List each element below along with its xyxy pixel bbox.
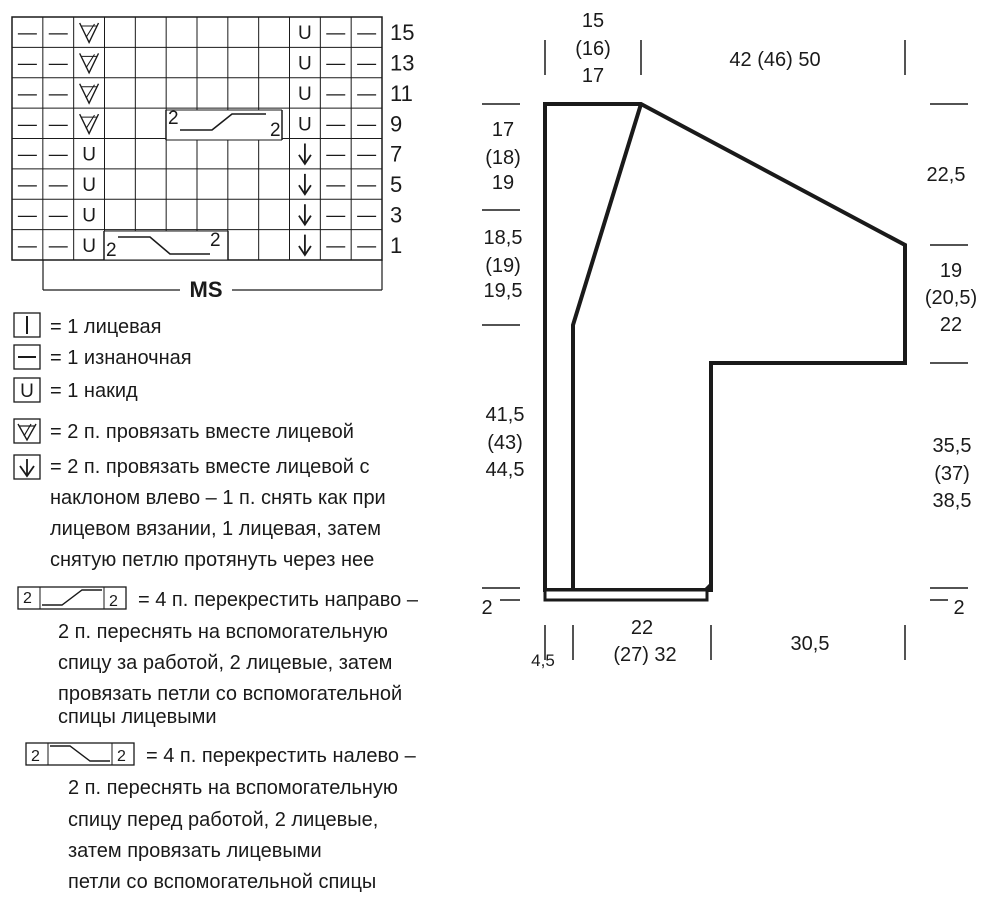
legend-purl-text: = 1 изнаночная: [50, 347, 192, 369]
dim-top-sleeve: 42 (46) 50: [729, 49, 821, 71]
purl-chart-cell: —: [48, 175, 68, 197]
legend-cable-right-line-2: 2 п. переснять на вспомогательную: [58, 621, 388, 643]
dim-left-upper-2: (18): [485, 147, 521, 169]
garment-schematic: [481, 10, 977, 670]
dim-left-edge: 2: [481, 597, 493, 619]
svg-text:U: U: [20, 381, 34, 402]
legend-cable-left-line-3: спицу перед работой, 2 лицевые,: [68, 809, 379, 831]
legend: [14, 313, 419, 893]
dim-left-upper-3: 19: [491, 172, 515, 194]
svg-text:2: 2: [117, 748, 126, 765]
cable-left-chart-symbol: [104, 230, 228, 261]
purl-chart-cell: —: [48, 53, 68, 75]
purl-chart-cell: —: [326, 83, 346, 105]
purl-chart-cell: —: [17, 235, 37, 257]
dim-top-neck-3: 17: [581, 65, 605, 87]
legend-cable-left-line-2: 2 п. переснять на вспомогательную: [68, 777, 398, 799]
dim-right-lower-3: 38,5: [932, 490, 972, 512]
purl-chart-cell: —: [357, 175, 377, 197]
legend-ssk-line-1: = 2 п. провязать вместе лицевой с: [50, 456, 370, 478]
purl-chart-cell: —: [326, 23, 346, 45]
legend-cable-right-line-1: = 4 п. перекрестить направо –: [138, 589, 418, 611]
dim-bottom-half: 4,5: [531, 651, 555, 670]
body-outline: [545, 104, 905, 590]
purl-chart-cell: —: [357, 114, 377, 136]
purl-chart-cell: —: [48, 23, 68, 45]
purl-chart-cell: —: [326, 144, 346, 166]
legend-cable-right-line-5: спицы лицевыми: [58, 706, 217, 728]
cable-left-num-a: 2: [106, 240, 117, 261]
purl-chart-cell: —: [326, 235, 346, 257]
dim-bottom-body-2: (27) 32: [613, 644, 677, 666]
ssk-symbol-icon: [14, 455, 40, 479]
yarn-over-chart-cell: U: [82, 175, 96, 197]
ms-label: MS: [189, 277, 223, 302]
purl-chart-cell: —: [17, 205, 37, 227]
cable-right-symbol-icon: [18, 587, 126, 610]
dim-left-lower-1: 41,5: [485, 404, 525, 426]
purl-symbol-icon: [14, 345, 40, 369]
row-number: 7: [390, 141, 403, 167]
legend-ssk-line-4: снятую петлю протянуть через нее: [50, 549, 375, 571]
yarn-over-chart-cell: U: [82, 205, 96, 227]
purl-chart-cell: —: [326, 205, 346, 227]
dim-left-mid-1: 18,5: [483, 227, 523, 249]
cable-right-num-a: 2: [168, 108, 179, 129]
legend-yarn-over-text: = 1 накид: [50, 380, 138, 402]
yarn-over-chart-cell: U: [298, 23, 312, 45]
row-number: 13: [390, 50, 415, 76]
yarn-over-chart-cell: U: [82, 144, 96, 166]
yarn-over-symbol-icon: [14, 378, 40, 402]
purl-chart-cell: —: [17, 83, 37, 105]
legend-cable-left-line-4: затем провязать лицевыми: [68, 840, 322, 862]
cable-right-chart-symbol: [166, 108, 282, 141]
purl-chart-cell: —: [357, 144, 377, 166]
row-number: 9: [390, 111, 403, 137]
legend-ssk-line-3: лицевом вязании, 1 лицевая, затем: [50, 518, 382, 540]
dim-right-edge: 2: [953, 597, 965, 619]
yarn-over-chart-cell: U: [82, 235, 96, 257]
k2tog-symbol-icon: [14, 419, 40, 443]
purl-chart-cell: —: [357, 23, 377, 45]
purl-chart-cell: —: [48, 144, 68, 166]
purl-chart-cell: —: [17, 23, 37, 45]
row-number: 1: [390, 232, 403, 258]
dim-right-upper: 22,5: [926, 164, 966, 186]
purl-chart-cell: —: [357, 205, 377, 227]
purl-chart-cell: —: [48, 205, 68, 227]
svg-text:2: 2: [109, 593, 118, 610]
cable-left-num-b: 2: [210, 230, 221, 251]
row-number: 15: [390, 20, 415, 46]
purl-chart-cell: —: [326, 114, 346, 136]
svg-text:2: 2: [31, 748, 40, 765]
purl-chart-cell: —: [48, 235, 68, 257]
legend-ssk-line-2: наклоном влево – 1 п. снять как при: [50, 487, 386, 509]
dim-right-mid-3: 22: [939, 314, 963, 336]
purl-chart-cell: —: [17, 175, 37, 197]
row-numbers: [390, 20, 414, 258]
row-number: 11: [390, 80, 413, 106]
purl-chart-cell: —: [326, 175, 346, 197]
cable-right-num-b: 2: [270, 120, 281, 141]
yarn-over-chart-cell: U: [298, 114, 312, 136]
dim-top-neck-1: 15: [581, 10, 605, 32]
purl-chart-cell: —: [357, 235, 377, 257]
legend-cable-right-line-3: спицу за работой, 2 лицевые, затем: [58, 652, 393, 674]
dim-left-mid-2: (19): [485, 255, 521, 277]
legend-cable-left-line-5: петли со вспомогательной спицы: [68, 871, 377, 893]
dim-right-lower-1: 35,5: [932, 435, 972, 457]
dim-right-lower-2: (37): [934, 463, 970, 485]
purl-chart-cell: —: [357, 53, 377, 75]
dim-right-mid-1: 19: [939, 260, 963, 282]
knit-symbol-icon: [14, 313, 40, 337]
purl-chart-cell: —: [326, 53, 346, 75]
ribbing-band: [545, 590, 707, 600]
dim-left-upper-1: 17: [491, 119, 515, 141]
yarn-over-chart-cell: U: [298, 53, 312, 75]
svg-text:2: 2: [23, 590, 32, 607]
dim-top-neck-2: (16): [575, 38, 611, 60]
neck-line: [573, 104, 641, 600]
row-number: 3: [390, 202, 403, 228]
purl-chart-cell: —: [48, 83, 68, 105]
legend-knit-text: = 1 лицевая: [50, 316, 162, 338]
dim-bottom-sleeve: 30,5: [790, 633, 830, 655]
legend-cable-right-line-4: провязать петли со вспомогательной: [58, 683, 403, 705]
purl-chart-cell: —: [17, 144, 37, 166]
dim-left-lower-2: (43): [487, 432, 523, 454]
cable-left-symbol-icon: [26, 743, 134, 765]
dim-left-lower-3: 44,5: [485, 459, 525, 481]
purl-chart-cell: —: [17, 114, 37, 136]
purl-chart-cell: —: [357, 83, 377, 105]
row-number: 5: [390, 172, 403, 198]
dim-bottom-body-1: 22: [630, 617, 654, 639]
dim-right-mid-2: (20,5): [924, 287, 978, 309]
yarn-over-chart-cell: U: [298, 83, 312, 105]
stitch-chart: [12, 17, 414, 302]
purl-chart-cell: —: [17, 53, 37, 75]
purl-chart-cell: —: [48, 114, 68, 136]
legend-k2tog-text: = 2 п. провязать вместе лицевой: [50, 421, 354, 443]
legend-cable-left-line-1: = 4 п. перекрестить налево –: [146, 745, 416, 767]
dim-left-mid-3: 19,5: [483, 280, 523, 302]
